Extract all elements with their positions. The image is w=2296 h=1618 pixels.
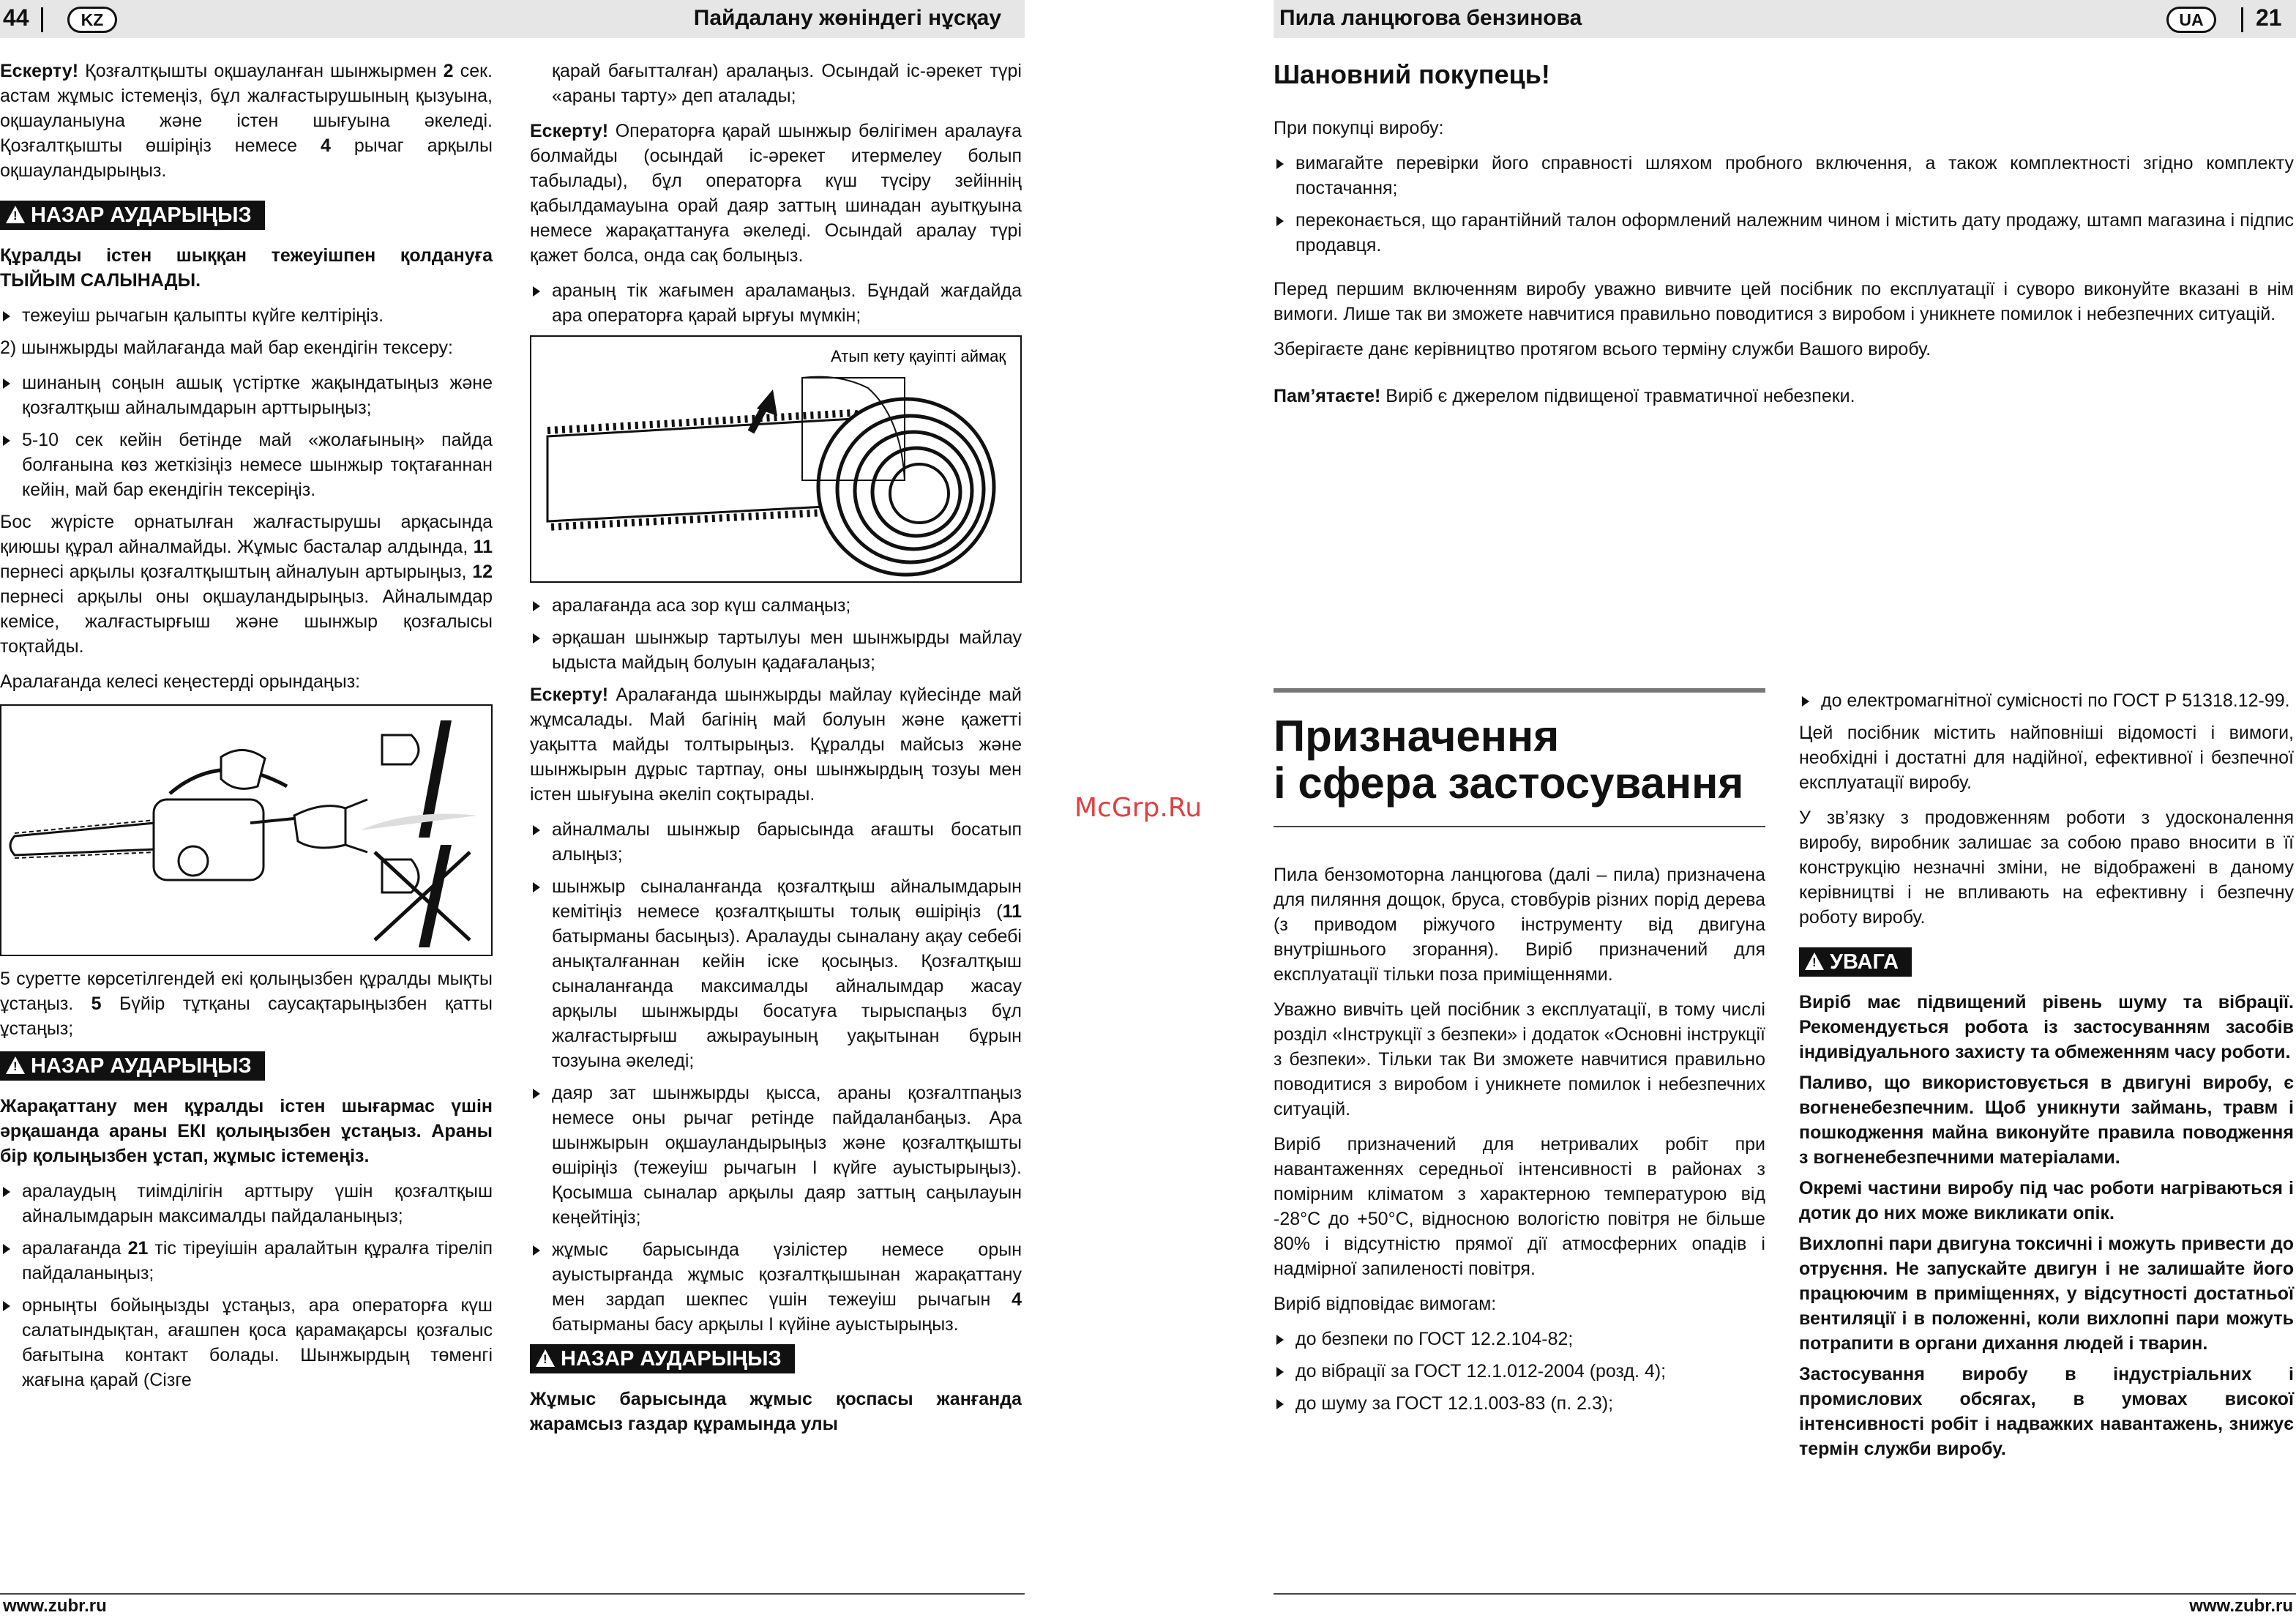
paragraph: Перед першим включенням виробу уважно вивчите цей посібник по експлуатації і суворо виконуйте вказані в нім вимоги. Лише так ви зможете навчитися правильно поводитися з виробом і уникнете помилок і небезпечних ситуацій. [1274,279,2294,324]
warning-text: Паливо, що використовується в двигуні виробу, є вогненебезпечним. Щоб уникнути займань, травм і пошкодження майна виконуйте правила поводження з вогненебезпечними матеріалами. [1799,1073,2294,1168]
bullet-arrow-icon [533,825,540,835]
warning-text: Вихлопні пари двигуна токсичні і можуть привести до отруєння. Не запускайте двигун і не залишайте його працюючим в приміщеннях, у відсутності достатньої вентиляції і в положенні, коли вихлопні пари можуть потрапити в органи дихання людей і тварин. [1799,1234,2294,1354]
bullet-arrow-icon [1802,696,1809,707]
paragraph: Виріб призначений для нетривалих робіт при навантаженнях середньої інтенсивності в районах з помірним кліматом з характерною температурою від -28°С до +50°С, відносною вологістю повітря не більше 80% і відсутністю прямої дії атмосферних опадів і надмірної запиленості повітря. [1274,1134,1765,1279]
note-paragraph: Ескерту! Операторға қарай шынжыр бөлігімен аралауға болмайды (осындай іс-әрекет итермелеу болып табылады), бұл операторға күш түсіру зейіннің қабылдамауына орай даяр заттың шинадан ауытқуына немесе жарақаттануға әкеледі. Осындай аралау түрі қажет болса, онда сақ болыңыз. [530,121,1022,266]
list-item: жұмыс барысында үзілістер немесе орын ауыстырғанда жұмыс қозғалтқышынан жарақаттану мен зардап шекпес үшін тежеуіш рычагын 4 батырманы басу арқылы I күйіне ауыстырыңыз. [530,1237,1022,1337]
paragraph: қарай бағытталған) аралаңыз. Осындай іс-әрекет түрі «араны тарту» деп аталады; [552,61,1022,106]
header-title: Пила ланцюгова бензинова [1279,6,1582,30]
warning-icon: ! [6,206,25,223]
bullet-arrow-icon [3,1301,10,1311]
watermark: McGrp.Ru [1074,793,1203,823]
bullet-arrow-icon [1276,159,1284,169]
bullet-arrow-icon [1276,1399,1284,1409]
list-item: тежеуіш рычагын қалыпты күйге келтіріңіз. [0,303,493,328]
bullet-arrow-icon [1276,1367,1284,1377]
list-item: до шуму за ГОСТ 12.1.003-83 (п. 2.3); [1274,1391,1765,1416]
paragraph: Бос жүрісте орнатылған жалғастырушы арқасында қиюшы құрал айналмайды. Жұмыс басталар алдында, 11 пернесі арқылы қозғалтқыштың айналуын артырыңыз, 12 пернесі арқылы оны оқшауландырыңыз. Айналымдар кемісе, жалғастырғыш және шынжыр қозғалысы тоқтайды. [0,512,493,657]
bullet-arrow-icon [3,379,10,389]
kickback-zone-icon [531,337,1020,578]
list-item: аралағанда аса зор күш салмаңыз; [530,593,1022,618]
paragraph: 2) шынжырды майлағанда май бар екендігін тексеру: [0,338,454,358]
header-title: Пайдалану жөніндегі нұсқау [693,6,1001,30]
list-item: орныңты бойыңызды ұстаңыз, ара операторға күш салатындықтан, ағашпен қоса қарамақарсы қозғалыс бағытына контакт болады. Шынжырдың төменгі жағына қарай (Сізге [0,1293,493,1393]
paragraph: Аралағанда келесі кеңестерді орындаңыз: [0,671,361,692]
bullet-arrow-icon [533,601,540,611]
right-column-1 [1274,688,1765,1423]
left-column-2 [530,59,1022,1447]
page-number: 21 [2256,4,2282,31]
language-badge: KZ [67,7,117,33]
list-item: шынжыр сыналанғанда қозғалтқыш айналымдарын кемітіңіз немесе қозғалтқышты толық өшіріңіз (11 батырманы басыңыз). Аралауды сыналану ақау себебі анықталғаннан кейін іске қосыңыз. Қозғалтқыш сыналанғанда максималды айналымдар жасау арқылы шынжырды босатуға тырыспаңыз бұл жалғастырғыш ажырауының уақытынан бұрын тозуына әкеледі; [530,874,1022,1073]
warning-text: Окремі частини виробу під час роботи нагріваються і дотик до них може викликати опік. [1799,1178,2294,1223]
list-item: переконається, що гарантійний талон оформлений належним чином і містить дату продажу, штамп магазина і підпис продавця. [1274,208,2294,258]
paragraph: При покупці виробу: [1274,118,1444,138]
list-item: әрқашан шынжыр тартылуы мен шынжырды майлау ыдыста майдың болуын қадағалаңыз; [530,625,1022,675]
note-paragraph: Ескерту! Аралағанда шынжырды майлау күйесінде май жұмсалады. Май багінің май болуын және қажетті уақытта майды толтырыңыз. Құралды майсыз және шынжырын дұрыс тартпау, оны шынжырдың тозуы мен істен шығуына әкеліп соқтырады. [530,685,1022,805]
list-item: айналмалы шынжыр барысында ағашты босатып алыңыз; [530,817,1022,867]
header-separator [41,7,43,32]
bullet-arrow-icon [1276,1335,1284,1345]
bullet-arrow-icon [533,1089,540,1099]
footer-url[interactable]: www.zubr.ru [3,1596,107,1616]
warning-banner: ! УВАГА [1799,947,1912,977]
paragraph: Виріб відповідає вимогам: [1274,1294,1497,1314]
warning-text: Құралды істен шыққан тежеуішпен қолдануға ТЫЙЫМ САЛЫНАДЫ. [0,245,493,291]
bullet-arrow-icon [533,882,540,892]
note-paragraph: Ескерту! Қозғалтқышты оқшауланған шынжырмен 2 сек. астам жұмыс істемеңіз, бұл жалғастырушының қызуына, оқшауланыуна және істен шығуына әкеледі. Қозғалтқышты өшіріңіз немесе 4 рычаг арқылы оқшауландырыңыз. [0,61,493,181]
section-rule [1274,688,1765,693]
page-number: 44 [3,4,29,31]
warning-banner: ! НАЗАР АУДАРЫҢЫЗ [0,1051,265,1081]
bullet-arrow-icon [533,1245,540,1256]
warning-banner: ! НАЗАР АУДАРЫҢЫЗ [0,201,265,230]
section-title: Призначення і сфера застосування [1274,712,1744,808]
bullet-arrow-icon [3,311,10,321]
language-badge: UA [2166,7,2216,33]
warning-icon: ! [536,1349,555,1367]
list-item: вимагайте перевірки його справності шляхом пробного включення, а також комплектності згідно комплекту постачання; [1274,151,2294,201]
bullet-arrow-icon [1276,216,1284,226]
paragraph: Цей посібник містить найповніші відомості і вимоги, необхідні і достатні для надійної, ефективної і безпечної експлуатації виробу. [1799,723,2294,793]
list-item: до безпеки по ГОСТ 12.2.104-82; [1274,1327,1765,1352]
kickback-zone-illustration [530,335,1022,583]
warning-text: Жарақаттану мен құралды істен шығармас үшін әрқашанда араны ЕКІ қолыңызбен ұстаңыз. Араны бір қолыңызбен ұстап, жұмыс істемеңіз. [0,1096,493,1166]
bullet-arrow-icon [533,633,540,644]
left-column-1 [0,59,493,1400]
list-item: аралағанда 21 тіс тіреуішін аралайтын құралға тіреліп пайдаланыңыз; [0,1236,493,1286]
footer-url[interactable]: www.zubr.ru [2189,1596,2293,1616]
right-page [1274,0,2296,1618]
bullet-arrow-icon [3,436,10,446]
bullet-arrow-icon [3,1187,10,1197]
chainsaw-grip-icon [1,706,491,952]
warning-text: Застосування виробу в індустріальних і промислових обсягах, в умовах високої інтенсивності робіт і надважких навантажень, знижує термін служби виробу. [1799,1364,2294,1459]
page-header [0,0,1025,38]
paragraph: Пила бензомоторна ланцюгова (далі – пила) призначена для пиляння дощок, бруса, стовбурів різних порід дерева (з приводом ріжучого інструменту від двигуна внутрішнього згорання). Виріб призначений для експлуатації тільки поза приміщеннями. [1274,865,1765,985]
section-rule [1274,826,1765,827]
bullet-arrow-icon [3,1244,10,1254]
warning-icon: ! [6,1056,25,1074]
intro-section [1274,59,2294,419]
left-page [0,0,1025,1618]
list-item: аралаудың тиімділігін арттыру үшін қозғалтқыш айналымдарын максималды пайдаланыңыз; [0,1179,493,1229]
paragraph: Зберігаєте данє керівництво протягом всього терміну служби Вашого виробу. [1274,339,1932,359]
paragraph: Уважно вивчіть цей посібник з експлуатації, в тому числі розділ «Інструкції з безпеки» і додаток «Основні інструкції з безпеки». Тільки так Ви зможете навчитися правильно поводитися з виробом і уникнете помилок і небезпечних ситуацій. [1274,999,1765,1119]
list-item: до електромагнітної сумісності по ГОСТ Р 51318.12-99. [1799,688,2294,713]
list-item: шинаның соңын ашық үстіртке жақындатыңыз және қозғалтқыш айналымдарын арттырыңыз; [0,370,493,420]
page-header [1274,0,2296,38]
warning-text: Виріб має підвищений рівень шуму та вібрації. Рекомендується робота із застосуванням засобів індивідуального захисту та обмеженням часу роботи. [1799,992,2294,1062]
paragraph: 5 суретте көрсетілгендей екі қолыңызбен құралды мықты ұстаңыз. 5 Бүйір тұтқаны саусақтарыңызбен қатты ұстаңыз; [0,969,493,1039]
footer-divider [0,1593,1025,1595]
grip-illustration [0,704,493,956]
list-item: даяр зат шынжырды қысса, араны қозғалтпаңыз немесе оны рычаг ретінде пайдаланбаңыз. Ара шынжырын оқшауландырыңыз және қозғалтқышты өшіріңіз (тежеуіш рычагын I күйге ауыстырыңыз). Қосымша сыналар арқылы даяр заттың саңылауын кеңейтіңіз; [530,1081,1022,1230]
header-separator [2241,7,2243,32]
right-column-2 [1799,688,2294,1467]
list-item: до вібрації за ГОСТ 12.1.012-2004 (розд. 4); [1274,1359,1765,1384]
footer-divider [1274,1593,2296,1595]
bullet-arrow-icon [533,286,540,297]
warning-text: Жұмыс барысында жұмыс қоспасы жанғанда жарамсыз газдар құрамында улы [530,1389,1022,1434]
note-paragraph: Пам’ятаєте! Виріб є джерелом підвищеної травматичної небезпеки. [1274,386,1855,406]
list-item: араның тік жағымен араламаңыз. Бұндай жағдайда ара операторға қарай ырғуы мүмкін; [530,278,1022,328]
greeting-heading: Шановний покупець! [1274,59,1550,89]
list-item: 5-10 сек кейін бетінде май «жолағының» пайда болғанына көз жеткізіңіз немесе шынжыр тоқтағаннан кейін, май бар екендігін тексеріңіз. [0,428,493,502]
paragraph: У зв’язку з продовженням роботи з удосконалення виробу, виробник залишає за собою право вносити в її конструкцію незначні зміни, не відображені в даному керівництві і не впливають на ефективну і безпечну роботу виробу. [1799,808,2294,928]
warning-icon: ! [1805,952,1824,970]
warning-banner: ! НАЗАР АУДАРЫҢЫЗ [530,1344,795,1373]
figure-label: Атып кету қауіпті аймақ [831,347,1006,365]
